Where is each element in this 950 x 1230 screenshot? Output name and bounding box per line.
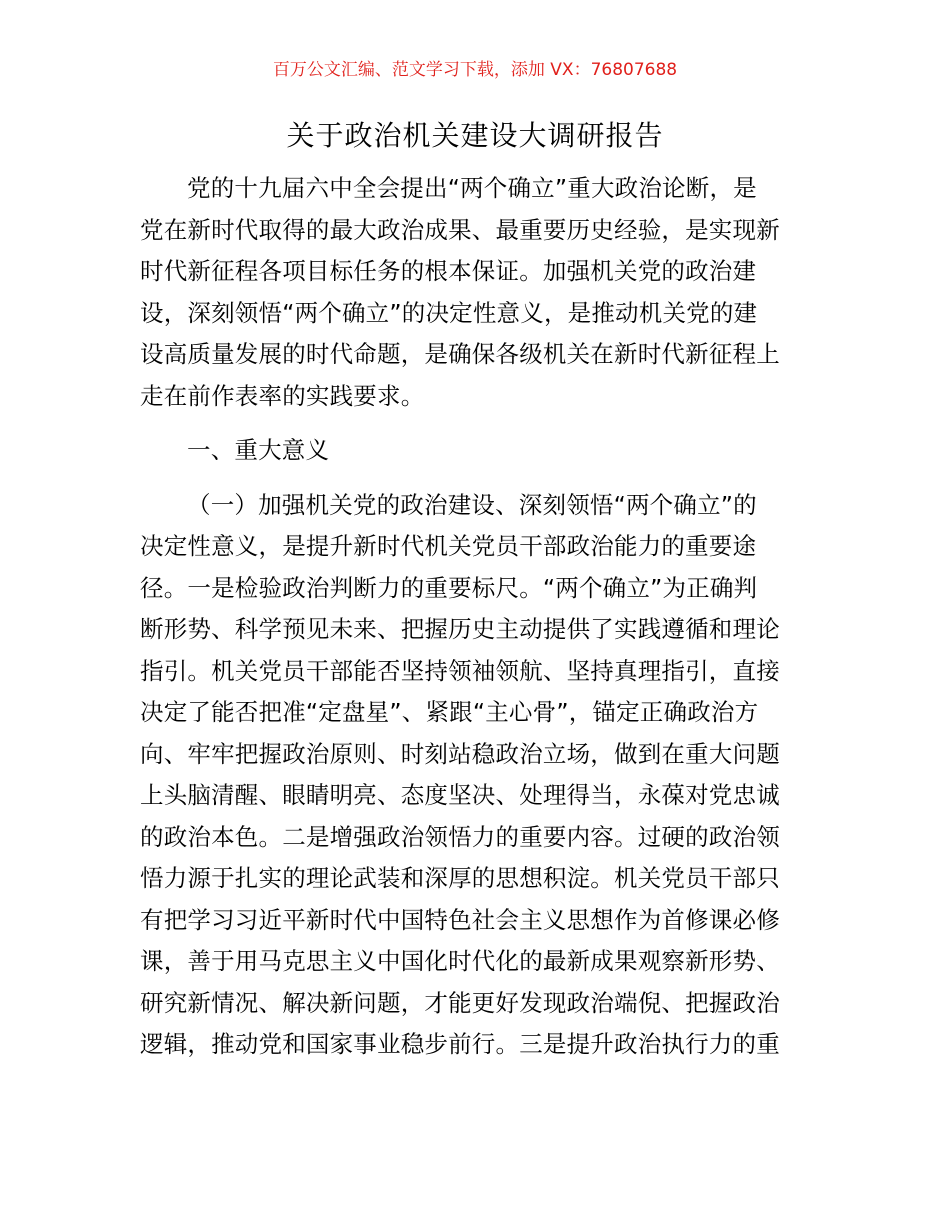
section-line: 决定了能否把准“定盘星”、紧跟“主心骨”，锚定正确政治方 (140, 698, 759, 726)
intro-line: 走在前作表率的实践要求。 (140, 381, 425, 410)
intro-line: 党的十九届六中全会提出“两个确立”重大政治论断，是 (187, 174, 757, 202)
intro-line: 设高质量发展的时代命题，是确保各级机关在新时代新征程上 (140, 340, 780, 368)
section-line: 研究新情况、解决新问题，才能更好发现政治端倪、把握政治 (140, 988, 780, 1017)
section-line: 断形势、科学预见未来、把握历史主动提供了实践遵循和理论 (140, 615, 780, 643)
section-heading: 一、重大意义 (187, 436, 330, 464)
document-body (140, 168, 815, 1066)
section-line: 上头脑清醒、眼睛明亮、态度坚决、处理得当，永葆对党忠诚 (140, 781, 780, 809)
section-line: 决定性意义，是提升新时代机关党员干部政治能力的重要途 (140, 532, 757, 560)
intro-line: 设，深刻领悟“两个确立”的决定性意义，是推动机关党的建 (140, 298, 758, 327)
intro-line: 党在新时代取得的最大政治成果、最重要历史经验，是实现新 (140, 215, 780, 244)
intro-line: 时代新征程各项目标任务的根本保证。加强机关党的政治建 (140, 257, 757, 285)
section-line: 有把学习习近平新时代中国特色社会主义思想作为首修课必修 (140, 905, 780, 934)
section-line: 的政治本色。二是增强政治领悟力的重要内容。过硬的政治领 (140, 822, 780, 851)
section-line: （一）加强机关党的政治建设、深刻领悟“两个确立”的 (187, 490, 757, 519)
watermark-header: 百万公文汇编、范文学习下载，添加 VX：76807688 (272, 60, 678, 80)
section-line: 课，善于用马克思主义中国化时代化的最新成果观察新形势、 (140, 947, 780, 975)
section-line: 悟力源于扎实的理论武装和深厚的思想积淀。机关党员干部只 (140, 864, 780, 892)
section-line: 逻辑，推动党和国家事业稳步前行。三是提升政治执行力的重 (140, 1030, 780, 1058)
section-line: 径。一是检验政治判断力的重要标尺。“两个确立”为正确判 (140, 573, 758, 602)
document-title: 关于政治机关建设大调研报告 (286, 119, 664, 152)
section-line: 指引。机关党员干部能否坚持领袖领航、坚持真理指引，直接 (140, 656, 780, 685)
section-line: 向、牢牢把握政治原则、时刻站稳政治立场，做到在重大问题 (140, 739, 780, 768)
